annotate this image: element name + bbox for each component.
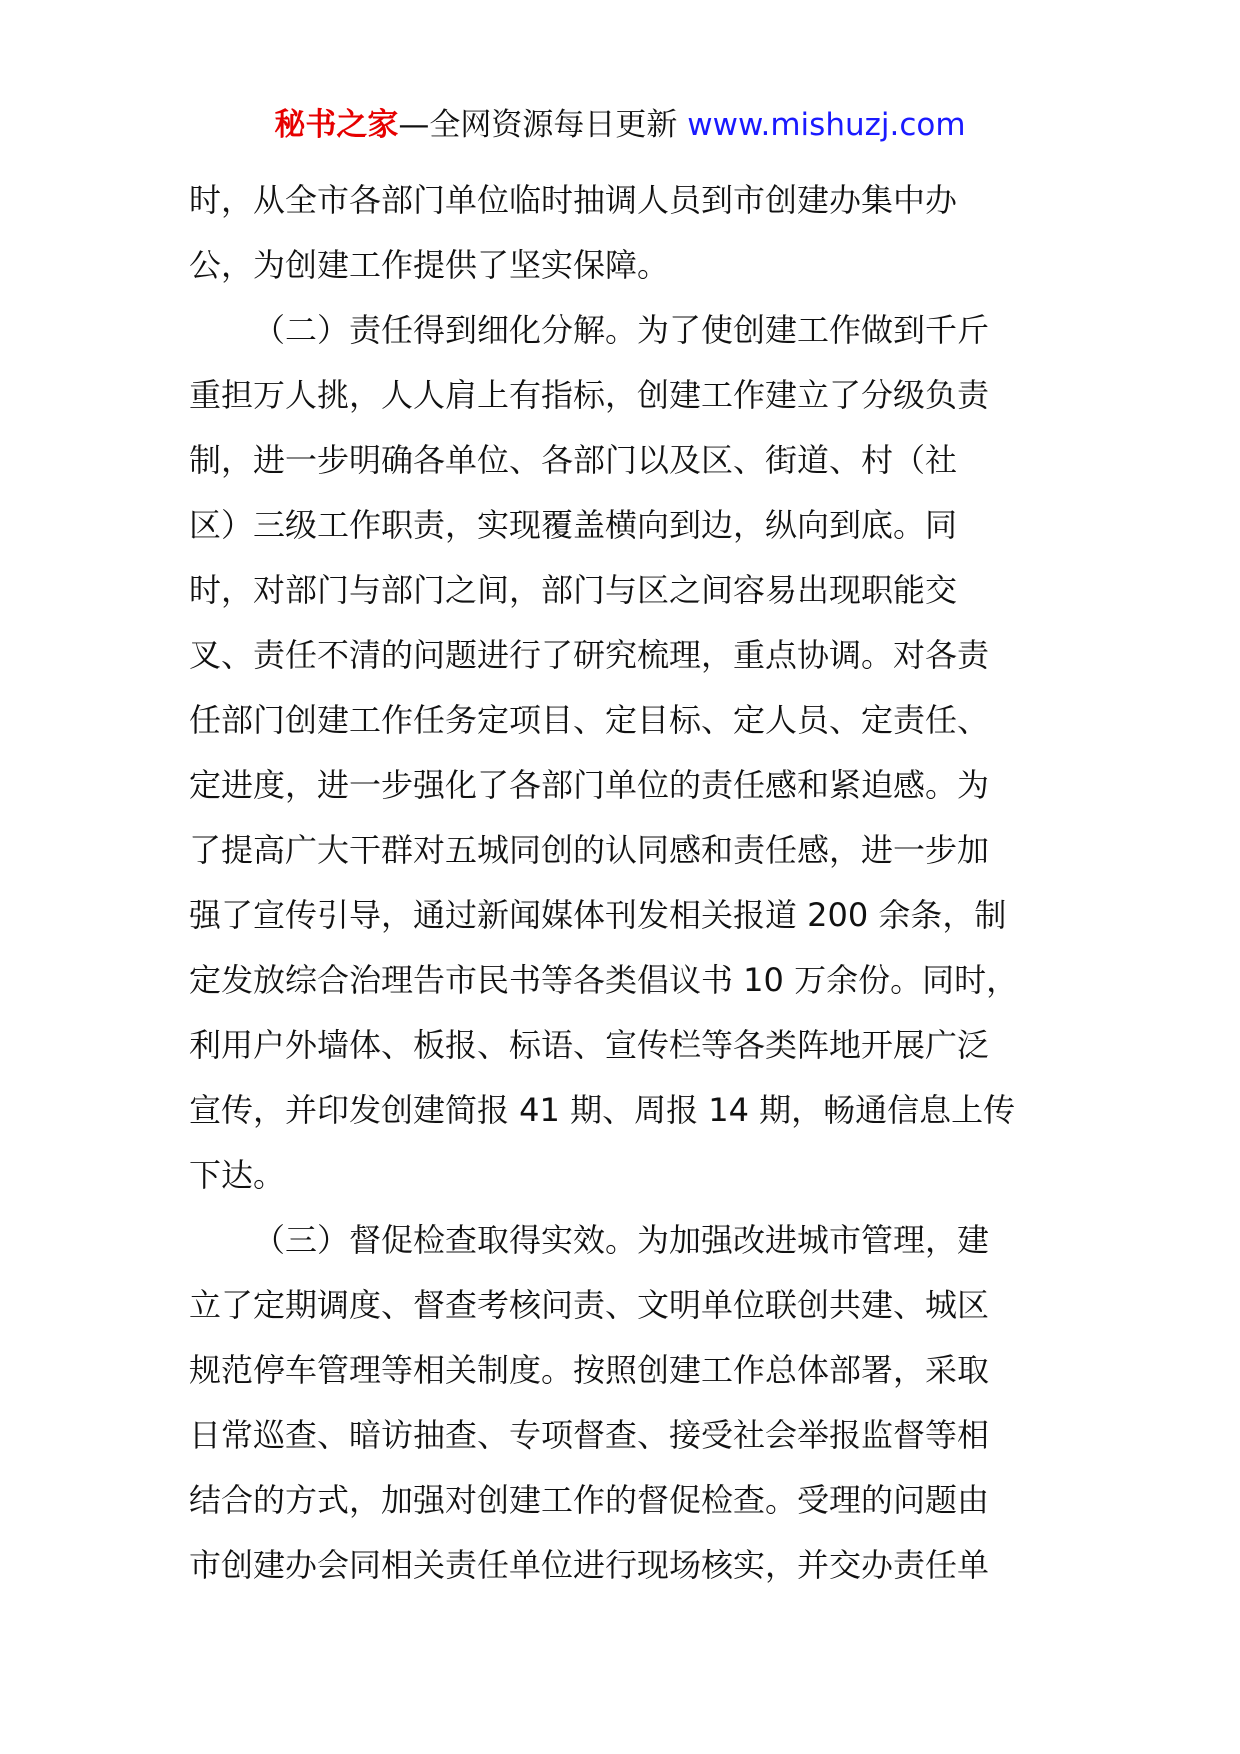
section-heading-line: （三）督促检查取得实效。为加强改进城市管理，建	[253, 1221, 990, 1259]
text-line: 时，从全市各部门单位临时抽调人员到市创建办集中办	[189, 181, 958, 219]
text-line: 立了定期调度、督查考核问责、文明单位联创共建、城区	[189, 1286, 990, 1324]
text-line: 市创建办会同相关责任单位进行现场核实，并交办责任单	[189, 1546, 990, 1584]
text-line: 了提高广大干群对五城同创的认同感和责任感，进一步加	[189, 831, 990, 869]
text-line: 公，为创建工作提供了坚实保障。	[189, 246, 670, 284]
header-tagline: —全网资源每日更新	[398, 107, 678, 143]
text-line: 利用户外墙体、板报、标语、宣传栏等各类阵地开展广泛	[189, 1026, 990, 1064]
header-brand: 秘书之家	[274, 107, 399, 143]
text-line: 日常巡查、暗访抽查、专项督查、接受社会举报监督等相	[189, 1416, 990, 1454]
text-line: 制，进一步明确各单位、各部门以及区、街道、村（社	[189, 441, 958, 479]
text-line: 重担万人挑，人人肩上有指标，创建工作建立了分级负责	[189, 376, 990, 414]
section-heading-line: （二）责任得到细化分解。为了使创建工作做到千斤	[253, 311, 990, 349]
page-header	[0, 103, 1240, 147]
text-line: 规范停车管理等相关制度。按照创建工作总体部署，采取	[189, 1351, 990, 1389]
text-line: 时，对部门与部门之间，部门与区之间容易出现职能交	[189, 571, 958, 609]
document-body	[189, 168, 1055, 1598]
text-line: 定发放综合治理告市民书等各类倡议书 10 万余份。同时，	[189, 961, 1019, 999]
text-line: 宣传，并印发创建简报 41 期、周报 14 期，畅通信息上传	[189, 1091, 1016, 1129]
header-url-link[interactable]: www.mishuzj.com	[687, 107, 966, 143]
text-line: 强了宣传引导，通过新闻媒体刊发相关报道 200 余条，制	[189, 896, 1007, 934]
text-line: 区）三级工作职责，实现覆盖横向到边，纵向到底。同	[189, 506, 958, 544]
text-line: 下达。	[189, 1156, 286, 1194]
text-line: 任部门创建工作任务定项目、定目标、定人员、定责任、	[189, 701, 990, 739]
text-line: 定进度，进一步强化了各部门单位的责任感和紧迫感。为	[189, 766, 990, 804]
text-line: 叉、责任不清的问题进行了研究梳理，重点协调。对各责	[189, 636, 990, 674]
text-line: 结合的方式，加强对创建工作的督促检查。受理的问题由	[189, 1481, 990, 1519]
